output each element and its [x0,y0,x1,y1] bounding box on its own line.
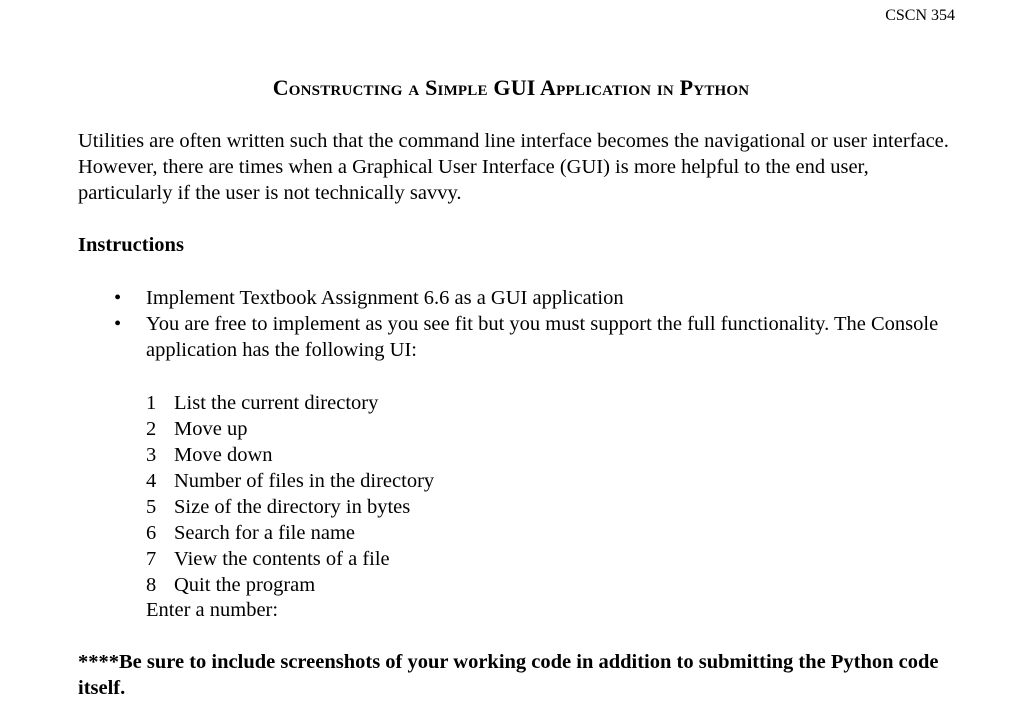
menu-option [146,468,434,494]
intro-paragraph: Utilities are often written such that the command line interface becomes the navigational or user interface. However, there are times when a Graphical User Interface (GUI) is more helpful to the end user, particularly if the user is not technically savvy. [78,130,949,204]
menu-option [146,546,434,572]
bullet-text: Implement Textbook Assignment 6.6 as a GUI application [146,287,624,309]
course-code: CSCN 354 [885,7,955,24]
menu-option-label: List the current directory [174,392,379,414]
menu-option-number: 8 [146,574,157,596]
bullet-icon: • [114,287,122,309]
menu-option [146,390,434,416]
menu-option-number: 2 [146,418,157,440]
menu-option-label: View the contents of a file [174,548,390,570]
menu-option-label: Search for a file name [174,522,355,544]
menu-option-label: Quit the program [174,574,316,596]
page-title: Constructing a Simple GUI Application in Python [272,75,750,100]
menu-option [146,442,434,468]
bullet-icon: • [114,313,122,335]
instructions-heading: Instructions [78,234,184,256]
console-prompt: Enter a number: [146,599,279,621]
menu-option-label: Number of files in the directory [174,470,435,492]
menu-option-number: 3 [146,444,157,466]
menu-option-number: 4 [146,470,157,492]
menu-option [146,572,434,598]
menu-option-number: 5 [146,496,157,518]
menu-option-label: Move down [174,444,273,466]
submission-note: ****Be sure to include screenshots of your working code in addition to submitting the Python code itself. [78,651,939,699]
menu-option-label: Size of the directory in bytes [174,496,411,518]
menu-option-number: 1 [146,392,157,414]
menu-option-label: Move up [174,418,248,440]
list-item [78,285,958,311]
list-item [78,311,958,363]
menu-option-number: 7 [146,548,157,570]
console-menu [146,390,434,598]
bullet-text: You are free to implement as you see fit but you must support the full functionality. The Console application has the following UI: [146,313,939,361]
menu-option-number: 6 [146,522,157,544]
menu-option [146,520,434,546]
menu-option [146,494,434,520]
menu-option [146,416,434,442]
instructions-list [78,285,958,363]
